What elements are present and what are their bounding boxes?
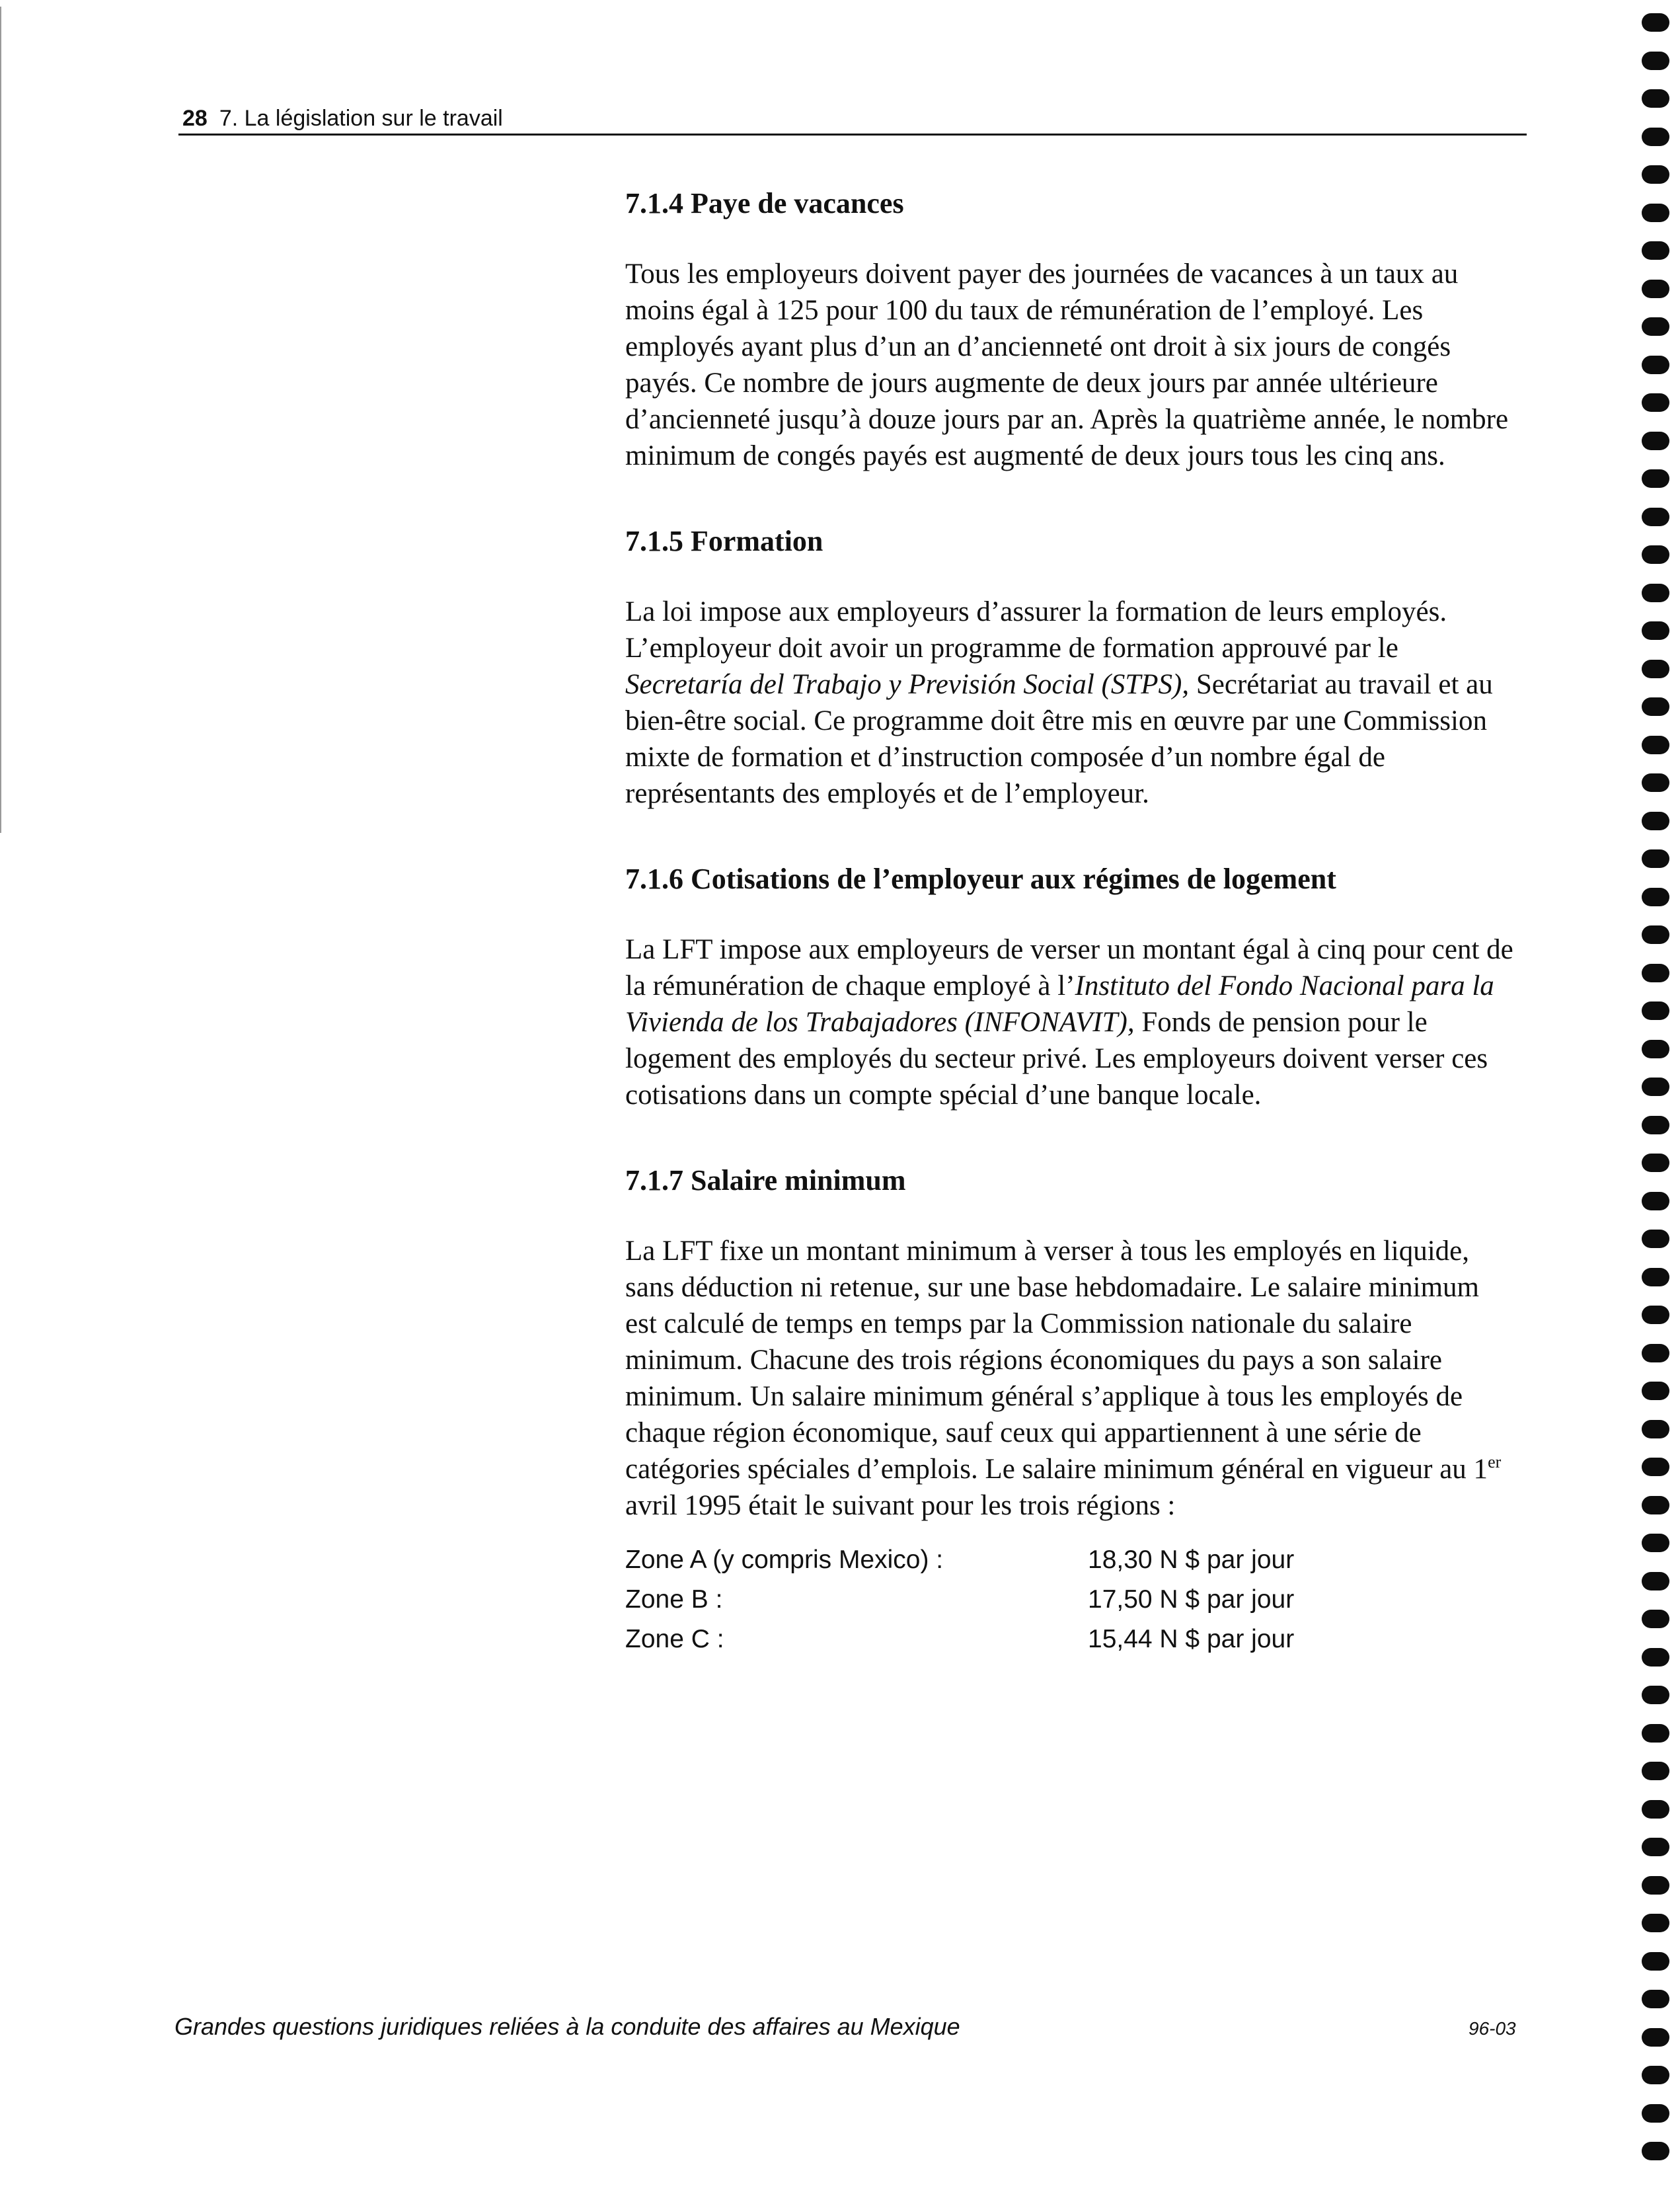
section-paragraph: Tous les employeurs doivent payer des journées de vacances à un taux au moins égal à 125 pour 100 du taux de rémunération de l’employé. Les employés ayant plus d’un an d’ancienneté ont droit à six jours de congés payés. Ce nombre de jours augmente de deux jours par année ultérieure d’ancienneté jusqu’à douze jours par an. Après la quatrième année, le nombre minimum de congés payés est augmenté de deux jours tous les cinq ans. [625,258,1509,471]
binding-hole [1642,1876,1669,1895]
binding-hole [1642,1078,1669,1096]
binding-hole [1642,356,1669,374]
binding-holes [1642,13,1672,2188]
binding-hole [1642,1610,1669,1628]
section-paragraph [625,1233,1517,1524]
wage-zone: Zone A (y compris Mexico) : [625,1545,944,1574]
paragraph-text: La LFT fixe un montant minimum à verser à tous les employés en liquide, sans déduction ni retenue, sur une base hebdomadaire. Le salaire minimum est calculé de temps en temps par la Commission nationale du salaire minimum. Chacune des trois régions économiques du pays a son salaire minimum. Un salaire minimum général s’applique à tous les employés de chaque région économique, sauf ceux qui appartiennent à une série de catégories spéciales d’emplois. Le salaire minimum général en vigueur au 1 [625,1236,1488,1485]
header-rule [178,134,1527,136]
binding-hole [1642,1686,1669,1704]
binding-hole [1642,469,1669,488]
binding-hole [1642,1001,1669,1020]
binding-hole [1642,1116,1669,1134]
binding-hole [1642,925,1669,944]
page-edge-line [0,7,1,833]
section-7-1-4 [625,185,1517,474]
paragraph-text: La loi impose aux employeurs d’assurer la formation de leurs employés. L’employeur doit avoir un programme de formation approuvé par le [625,596,1447,664]
section-7-1-5 [625,523,1517,812]
binding-hole [1642,812,1669,830]
binding-hole [1642,1268,1669,1286]
binding-hole [1642,165,1669,184]
footer-code: 96-03 [1469,2018,1516,2039]
section-7-1-7 [625,1162,1517,1659]
binding-hole [1642,736,1669,754]
binding-hole [1642,2104,1669,2123]
wage-row [625,1619,1517,1659]
wage-amount: 15,44 N $ par jour [1088,1624,1295,1653]
institution-name: Instituto del Fondo Nacional para la Vivienda de los Trabajadores (INFONAVIT), [625,970,1494,1038]
page-number: 28 [182,106,208,131]
binding-hole [1642,849,1669,868]
binding-hole [1642,128,1669,146]
binding-hole [1642,1952,1669,1971]
binding-hole [1642,697,1669,716]
footer-title: Grandes questions juridiques reliées à la conduite des affaires au Mexique [174,2013,960,2040]
binding-hole [1642,52,1669,70]
chapter-title: 7. La législation sur le travail [219,106,503,131]
binding-hole [1642,1306,1669,1324]
binding-hole [1642,204,1669,222]
section-heading: 7.1.5 Formation [625,525,823,557]
binding-hole [1642,964,1669,982]
section-7-1-6 [625,861,1517,1113]
binding-hole [1642,1762,1669,1780]
binding-hole [1642,241,1669,260]
binding-hole [1642,1724,1669,1743]
binding-hole [1642,432,1669,450]
wage-row [625,1579,1517,1619]
institution-name: Secretaría del Trabajo y Previsión Social (STPS), [625,669,1190,700]
paragraph-text: Secrétariat au travail et au bien-être social. Ce programme doit être mis en œuvre par une Commission mixte de formation et d’instruction composée d’un nombre égal de représentants des employés et de l’employeur. [625,669,1493,809]
wage-zone: Zone B : [625,1585,723,1614]
binding-hole [1642,508,1669,526]
paragraph-text: Fonds de pension pour le logement des employés du secteur privé. Les employeurs doivent verser ces cotisations dans un compte spécial d’une banque locale. [625,1007,1488,1111]
binding-hole [1642,1990,1669,2008]
binding-hole [1642,2066,1669,2084]
binding-hole [1642,1572,1669,1590]
section-heading: 7.1.4 Paye de vacances [625,187,904,219]
binding-hole [1642,1496,1669,1514]
binding-hole [1642,545,1669,564]
binding-hole [1642,1382,1669,1400]
running-header [182,106,503,132]
ordinal-superscript: er [1488,1452,1502,1472]
binding-hole [1642,584,1669,602]
binding-hole [1642,2142,1669,2160]
wage-amount: 18,30 N $ par jour [1088,1545,1295,1574]
wage-row [625,1540,1517,1579]
wage-amount: 17,50 N $ par jour [1088,1585,1295,1614]
section-heading: 7.1.6 Cotisations de l’employeur aux régimes de logement [625,863,1336,895]
binding-hole [1642,773,1669,792]
binding-hole [1642,393,1669,412]
document-body [625,185,1517,1659]
binding-hole [1642,13,1669,32]
binding-hole [1642,1040,1669,1058]
binding-hole [1642,1420,1669,1438]
section-paragraph [625,594,1517,812]
binding-hole [1642,2028,1669,2047]
minimum-wage-table [625,1540,1517,1659]
paragraph-text: avril 1995 était le suivant pour les trois régions : [625,1490,1176,1521]
section-heading: 7.1.7 Salaire minimum [625,1164,906,1197]
binding-hole [1642,1914,1669,1932]
binding-hole [1642,621,1669,640]
binding-hole [1642,1192,1669,1210]
binding-hole [1642,89,1669,108]
section-paragraph [625,931,1517,1113]
binding-hole [1642,1800,1669,1819]
binding-hole [1642,1534,1669,1552]
binding-hole [1642,660,1669,678]
binding-hole [1642,1838,1669,1856]
binding-hole [1642,280,1669,298]
binding-hole [1642,1154,1669,1172]
wage-zone: Zone C : [625,1624,724,1653]
binding-hole [1642,1648,1669,1667]
binding-hole [1642,1344,1669,1362]
binding-hole [1642,1458,1669,1476]
binding-hole [1642,317,1669,336]
paragraph-text: La LFT impose aux employeurs de verser un montant égal à cinq pour cent de la rémunération de chaque employé à l’ [625,934,1513,1001]
binding-hole [1642,1230,1669,1248]
binding-hole [1642,888,1669,906]
